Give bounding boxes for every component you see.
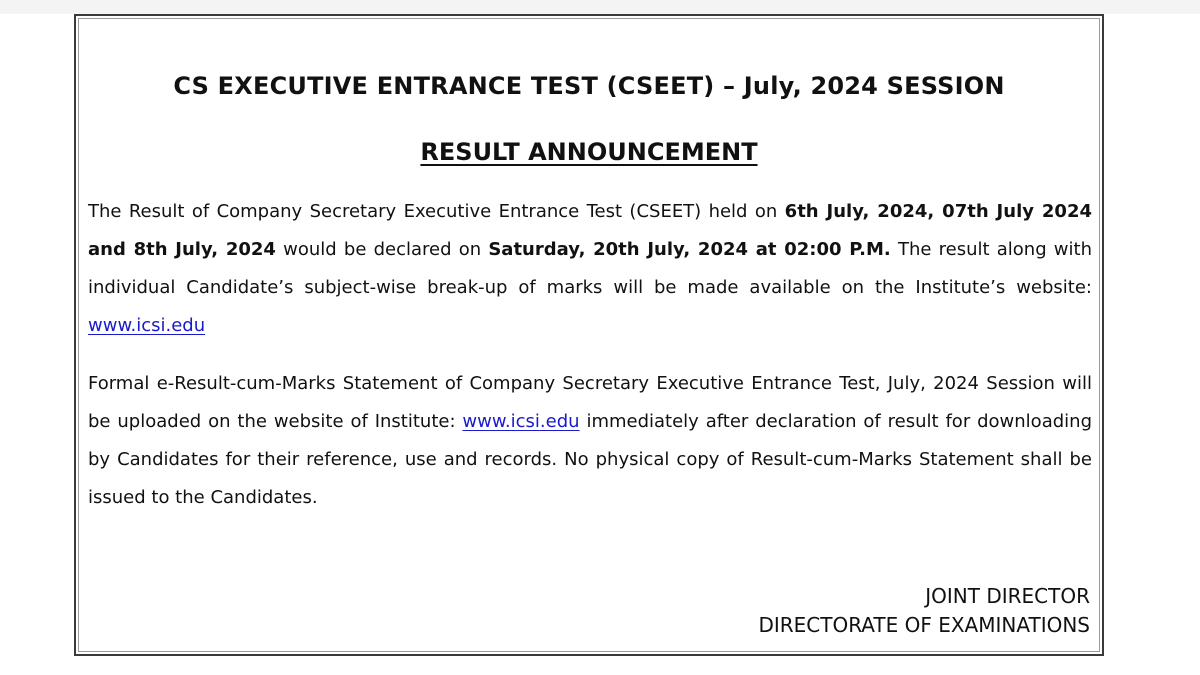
paragraph1-text-3: The result along with individual Candidate’s subject-wise break-up of marks will be made available on the Institute’s website:	[88, 239, 1092, 298]
marks-statement-paragraph	[88, 365, 1092, 517]
icsi-website-link[interactable]: www.icsi.edu	[88, 315, 206, 336]
paragraph1-text-1: The Result of Company Secretary Executive Entrance Test (CSEET) held on	[88, 201, 785, 222]
result-declaration-paragraph	[88, 193, 1092, 345]
paragraph2-text-2: immediately after declaration of result for downloading by Candidates for their reference, use and records. No physical copy of Result-cum-Marks Statement shall be issued to the Candidates.	[88, 411, 1092, 508]
notice-title: CS EXECUTIVE ENTRANCE TEST (CSEET) – July, 2024 SESSION	[173, 72, 1005, 100]
top-strip	[0, 0, 1200, 14]
notice-subtitle: RESULT ANNOUNCEMENT	[420, 138, 758, 166]
signature-department: DIRECTORATE OF EXAMINATIONS	[758, 613, 1090, 637]
notice-document	[74, 14, 1104, 656]
signature-designation: JOINT DIRECTOR	[925, 584, 1090, 608]
signature-block	[758, 582, 1090, 640]
paragraph2-text-1: Formal e-Result-cum-Marks Statement of Company Secretary Executive Entrance Test, July, 2024 Session will be uploaded on the website of Institute:	[88, 373, 1092, 432]
paragraph1-text-2: would be declared on	[275, 239, 489, 260]
exam-dates: 6th July, 2024, 07th July 2024 and 8th July, 2024	[88, 201, 1092, 260]
result-declaration-date: Saturday, 20th July, 2024 at 02:00 P.M.	[488, 239, 891, 260]
icsi-website-link-2[interactable]: www.icsi.edu	[462, 411, 580, 432]
